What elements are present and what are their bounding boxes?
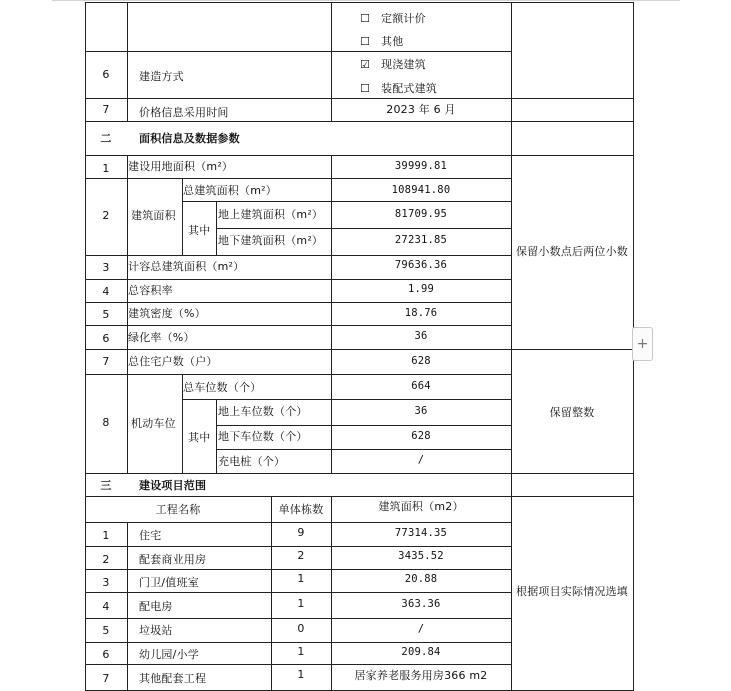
grid-hline [85,98,634,99]
section-title: 面积信息及数据参数 [139,132,240,145]
building-area: 20.88 [404,573,438,585]
building-count: 1 [297,572,305,585]
building-count: 1 [297,668,305,681]
cell-value: 36 [414,405,428,417]
grid-hline [182,399,512,400]
checkbox-checked-icon[interactable]: ☑ [360,58,371,71]
grid-hline [85,255,512,256]
row-number: 2 [102,209,110,222]
note-text: 保留整数 [549,406,595,419]
cell-value: 628 [411,430,431,442]
column-header: 单体栋数 [278,503,324,516]
grid-hline [85,349,634,350]
row-label: 建筑密度（%） [128,307,206,320]
row-number: 8 [102,416,110,429]
grid-hline [85,374,512,375]
building-count: 9 [297,526,305,539]
cell-value: 628 [411,355,431,367]
section-index: 三 [100,479,112,492]
row-number: 7 [102,355,110,368]
building-count: 0 [297,622,305,635]
row-number: 5 [102,624,110,637]
grid-hline [85,642,512,643]
cell-value: 2023 年 6 月 [386,103,456,116]
row-number: 5 [102,308,110,321]
row-label: 地下车位数（个） [218,430,308,443]
grid-hline [85,51,512,52]
add-icon[interactable]: + [632,327,653,361]
cell-value: 664 [411,380,431,392]
row-number: 1 [102,162,110,175]
row-label: 总建筑面积（m²） [183,184,277,197]
grid-hline [85,664,512,665]
cell-value: 18.76 [404,307,438,319]
cell-value: 36 [414,330,428,342]
building-count: 1 [297,597,305,610]
grid-vline [127,2,128,121]
building-area: / [417,623,425,635]
building-area: 209.84 [401,646,441,658]
cell-value: 108941.80 [391,184,451,196]
row-number: 6 [102,648,110,661]
section-index: 二 [100,132,112,145]
note-text: 根据项目实际情况选填 [516,585,628,598]
grid-hline [182,201,512,202]
project-name: 幼儿园/小学 [139,648,199,661]
row-number: 3 [102,261,110,274]
option-label: 装配式建筑 [381,82,437,95]
row-number: 4 [102,600,110,613]
grid-hline [85,473,634,474]
grid-hline [85,2,634,3]
cell-value: 81709.95 [394,208,448,220]
building-area: 居家养老服务用房366 m2 [354,669,488,682]
grid-hline [85,522,512,523]
checkbox-unchecked-icon[interactable]: ☐ [360,82,371,95]
grid-hline [216,449,512,450]
grid-hline [85,279,512,280]
grid-hline [216,228,512,229]
building-count: 1 [297,645,305,658]
row-label: 充电桩（个） [218,455,286,468]
section-title: 建设项目范围 [139,479,207,492]
grid-hline [85,592,512,593]
row-label: 地下建筑面积（m²） [218,234,324,247]
grid-hline [85,496,634,497]
column-header: 工程名称 [155,503,201,516]
project-name: 垃圾站 [139,624,173,637]
building-area: 3435.52 [398,550,444,562]
building-area: 363.36 [401,598,441,610]
row-label: 地上车位数（个） [218,405,308,418]
grid-hline [85,178,512,179]
project-name: 配电房 [139,600,173,613]
building-area: 77314.35 [394,527,448,539]
grid-hline [85,618,512,619]
cell-value: / [417,454,425,466]
qizhong-label: 其中 [188,224,211,237]
group-label: 机动车位 [131,417,176,430]
column-header: 建筑面积（m2） [378,500,464,513]
row-label: 总容积率 [128,284,173,297]
parameter-table [85,2,634,691]
project-name: 配套商业用房 [139,553,207,566]
grid-hline [85,302,512,303]
row-label: 总住宅户数（户） [128,355,218,368]
option-label: 其他 [381,35,404,48]
checkbox-unchecked-icon[interactable]: ☐ [360,35,371,48]
row-label: 地上建筑面积（m²） [218,208,324,221]
row-label: 建造方式 [139,70,184,83]
cell-value: 27231.85 [394,234,448,246]
grid-hline [85,155,634,156]
row-label: 价格信息采用时间 [139,106,229,119]
qizhong-label: 其中 [188,431,211,444]
row-number: 7 [102,672,110,685]
row-number: 4 [102,285,110,298]
cell-value: 39999.81 [394,160,448,172]
row-number: 1 [102,529,110,542]
row-label: 计容总建筑面积（m²） [128,260,245,273]
grid-vline [127,522,128,691]
row-label: 建设用地面积（m²） [128,160,234,173]
project-name: 住宅 [139,529,162,542]
row-label: 绿化率（%） [128,331,195,344]
row-number: 6 [102,68,110,81]
row-number: 6 [102,332,110,345]
cell-value: 79636.36 [394,259,448,271]
project-name: 门卫/值班室 [139,576,199,589]
group-label: 建筑面积 [131,209,176,222]
page-top-edge [52,0,680,1]
grid-hline [85,121,634,122]
cell-value: 1.99 [407,283,435,295]
grid-hline [85,569,512,570]
note-text: 保留小数点后两位小数 [516,245,628,258]
option-label: 定额计价 [381,12,426,25]
grid-vline [216,399,217,473]
project-name: 其他配套工程 [139,672,207,685]
row-number: 3 [102,576,110,589]
row-number: 2 [102,553,110,566]
checkbox-unchecked-icon[interactable]: ☐ [360,12,371,25]
grid-hline [216,425,512,426]
row-label: 总车位数（个） [183,381,262,394]
building-count: 2 [297,549,305,562]
grid-hline [85,325,512,326]
row-number: 7 [102,103,110,116]
grid-hline [85,546,512,547]
option-label: 现浇建筑 [381,58,426,71]
